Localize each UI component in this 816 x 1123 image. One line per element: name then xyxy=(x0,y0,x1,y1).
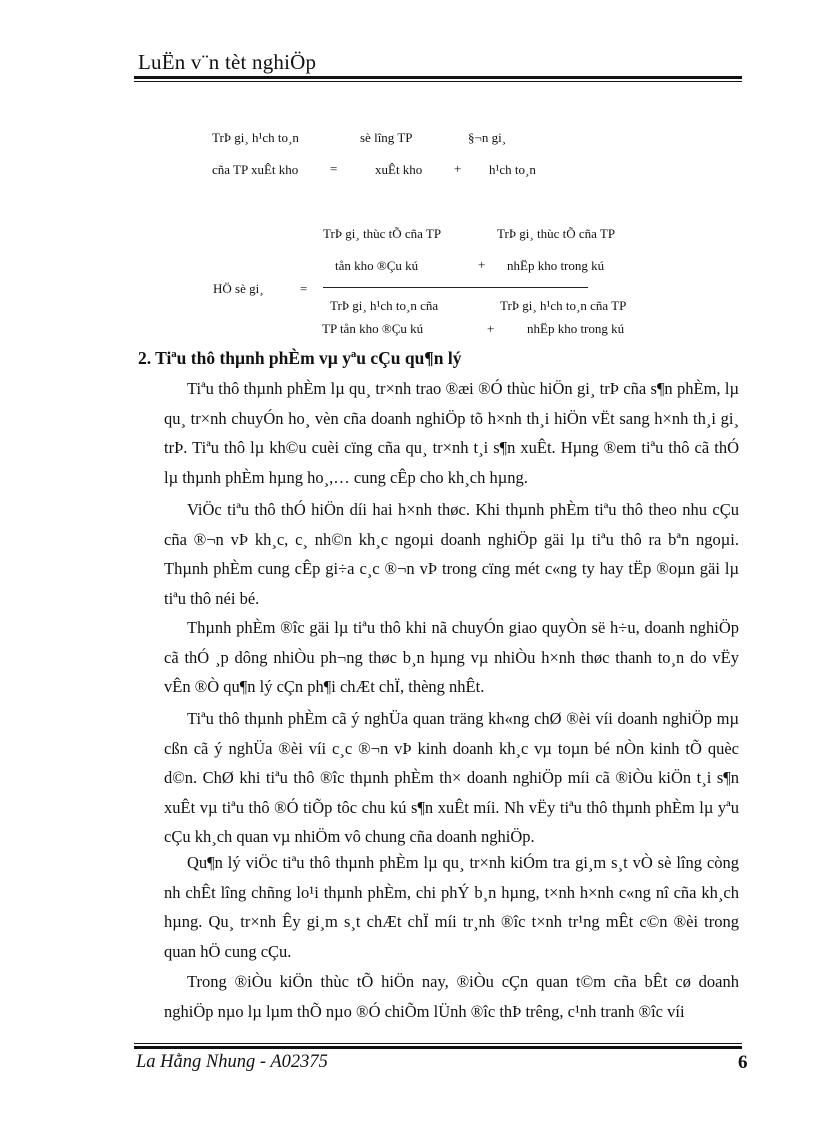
formula1-right-line2: h¹ch to¸n xyxy=(489,162,536,177)
formula1-left-line1: TrÞ gi¸ h¹ch to¸n xyxy=(212,130,299,145)
footer-author: La Hằng Nhung - A02375 xyxy=(136,1052,328,1072)
paragraph-1: Tiªu thô thµnh phÈm lµ qu¸ tr×nh trao ®æi ®Ó thùc hiÖn gi¸ trÞ cña s¶n phÈm, lµ qu¸ tr×nh chuyÓn ho¸ vèn cña doanh nghiÖp tõ h×nh th¸i hiÖn vËt sang h×nh th¸i gi¸ trÞ. Tiªu thô lµ kh©u cuèi cïng cña qu¸ tr×nh t¸i s¶n xuÊt. Hµng ®em tiªu thô cã thÓ lµ thµnh phÈm hµng ho¸,… cung cÊp cho kh¸ch hµng. xyxy=(164,379,739,487)
formula1-plus: + xyxy=(454,161,462,176)
formula2-den-b2: nhËp kho trong kú xyxy=(527,321,625,336)
formula1-right-line1: §¬n gi¸ xyxy=(468,130,507,145)
formula2-equals: = xyxy=(300,281,308,296)
formula2-num-b2: nhËp kho trong kú xyxy=(507,258,605,273)
formula1-mid-line1: sè lîng TP xyxy=(360,130,413,145)
formula2-num-a2: tån kho ®Çu kú xyxy=(335,258,419,273)
formula2-num-plus: + xyxy=(478,257,486,272)
formula1-mid-line2: xuÊt kho xyxy=(375,162,423,177)
section-heading: 2. Tiªu thô thµnh phÈm vµ yªu cÇu qu¶n lý xyxy=(138,348,462,368)
page-number: 6 xyxy=(738,1052,748,1073)
footer-rule-thick xyxy=(134,1046,742,1049)
formula2-num-a1: TrÞ gi¸ thùc tÕ cña TP xyxy=(323,226,442,241)
paragraph-4: Tiªu thô thµnh phÈm cã ý nghÜa quan träng kh«ng chØ ®èi víi doanh nghiÖp mµ cßn cã ý nghÜa ®èi víi c¸c ®¬n vÞ kinh doanh kh¸c vµ toµn bé nÒn kinh tÕ quèc d©n. ChØ khi tiªu thô ®îc thµnh phÈm th× doanh nghiÖp míi cã ®iÒu kiÖn t¸i s¶n xuÊt vµ tiªu thô ®Ó tiÕp tôc chu kú s¶n xuÊt míi. Nh vËy tiªu thô thµnh phÈm lµ yªu cÇu kh¸ch quan vµ nhiÖm vô chung cña doanh nghiÖp. xyxy=(164,709,739,846)
formula2-den-a2: TP tån kho ®Çu kú xyxy=(322,321,424,336)
formula2-den-b1: TrÞ gi¸ h¹ch to¸n cña TP xyxy=(500,298,627,313)
fraction-line xyxy=(323,287,588,288)
paragraph-2: ViÖc tiªu thô thÓ hiÖn díi hai h×nh thøc. Khi thµnh phÈm tiªu thô theo nhu cÇu cña ®¬n vÞ kh¸c, c¸ nh©n kh¸c ngoµi doanh nghiÖp gäi lµ tiªu thô ra bªn ngoµi. Thµnh phÈm cung cÊp gi÷a c¸c ®¬n vÞ trong cïng mét c«ng ty hay tËp ®oµn gäi lµ tiªu thô néi bé. xyxy=(164,500,739,608)
paragraph-5: Qu¶n lý viÖc tiªu thô thµnh phÈm lµ qu¸ tr×nh kiÓm tra gi¸m s¸t vÒ sè lîng còng nh chÊt lîng chñng lo¹i thµnh phÈm, chi phÝ b¸n hµng, t×nh h×nh c«ng nî cña kh¸ch hµng. Qu¸ tr×nh Êy gi¸m s¸t chÆt chÏ míi tr¸nh ®îc t×nh tr¹ng mÊt c©n ®èi trong quan hÖ cung cÇu. xyxy=(164,853,739,961)
formula1-left-line2: cña TP xuÊt kho xyxy=(212,162,299,177)
formula1-equals: = xyxy=(330,161,338,176)
header-rule-thin xyxy=(134,81,742,82)
header-title: LuËn v¨n tèt nghiÖp xyxy=(138,50,317,74)
formula2-den-a1: TrÞ gi¸ h¹ch to¸n cña xyxy=(330,298,439,313)
header-rule-thick xyxy=(134,76,742,79)
formula2-num-b1: TrÞ gi¸ thùc tÕ cña TP xyxy=(497,226,616,241)
paragraph-3: Thµnh phÈm ®îc gäi lµ tiªu thô khi nã chuyÓn giao quyÒn së h÷u, doanh nghiÖp cã thÓ ¸p dông nhiÒu ph¬ng thøc b¸n hµng vµ nhiÒu h×nh thøc thanh to¸n do vËy vÊn ®Ò qu¶n lý cÇn ph¶i chÆt chÏ, thèng nhÊt. xyxy=(164,618,739,696)
formula2-den-plus: + xyxy=(487,321,495,336)
paragraph-6: Trong ®iÒu kiÖn thùc tÕ hiÖn nay, ®iÒu cÇn quan t©m cña bÊt cø doanh nghiÖp nµo lµ lµm thÕ nµo ®Ó chiÕm lÜnh ®îc thÞ trêng, c¹nh tranh ®îc víi xyxy=(164,972,739,1021)
formula2-label: HÖ sè gi¸ xyxy=(213,281,264,296)
footer-rule-thin xyxy=(134,1043,742,1044)
